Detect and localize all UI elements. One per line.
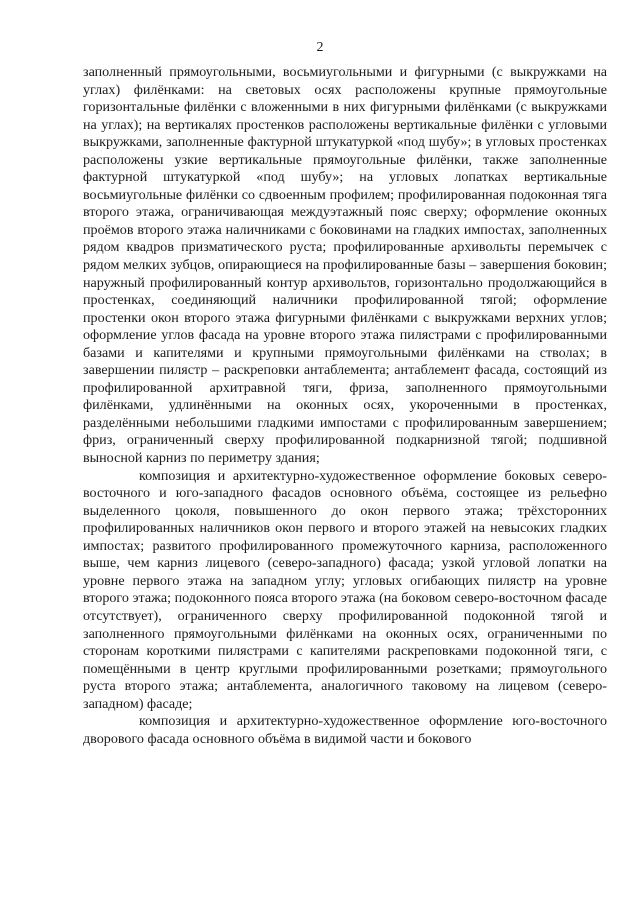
body-text <box>83 64 607 748</box>
paragraph: композиция и архитектурно-художественное оформление юго-восточного дворового фасада основного объёма в видимой части и бокового <box>83 713 607 747</box>
page-number: 2 <box>316 40 324 55</box>
paragraph: композиция и архитектурно-художественное оформление боковых северо-восточного и юго-западного фасадов основного объёма, состоящее из рельефно выделенного цоколя, повышенного до окон первого этажа; трёхсторонних профилированных наличников окон первого и второго этажей на невысоких гладких импостах; развитого профилированного промежуточного карниза, расположенного выше, чем карниз лицевого (северо-западного) фасада; узкой угловой лопатки на уровне первого этажа на западном углу; угловых огибающих пилястр на уровне второго этажа; подоконного пояса второго этажа (на боковом северо-восточном фасаде отсутствует), ограниченного сверху профилированной подоконной тягой и заполненного прямоугольными филёнками на оконных осях, ограниченными по сторонам короткими пилястрами с капителями раскреповками подоконной тяги, с помещёнными в центр круглыми профилированными розетками; прямоугольного руста второго этажа; антаблемента, аналогичного таковому на лицевом (северо-западном) фасаде; <box>83 467 607 712</box>
paragraph: заполненный прямоугольными, восьмиугольными и фигурными (с выкружками на углах) филёнками: на световых осях расположены крупные прямоугольные горизонтальные филёнки с вложенными в них фигурными филёнками (с выкружками на углах); на вертикалях простенков расположены вертикальные филёнки с угловыми выкружками, заполненные фактурной штукатуркой «под шубу»; в угловых простенках расположены узкие вертикальные прямоугольные филёнки, также заполненные фактурной штукатуркой «под шубу»; на угловых лопатках вертикальные восьмиугольные филёнки со сдвоенным профилем; профилированная подоконная тяга второго этажа, ограничивающая междуэтажный пояс сверху; оформление оконных проёмов второго этажа наличниками с боковинами на гладких импостах, заполненных рядом квадров призматического руста; профилированные архивольты перемычек с рядом мелких зубцов, опирающиеся на профилированные базы – завершения боковин; наружный профилированный контур архивольтов, горизонтально продолжающийся в простенках, соединяющий наличники профилированной тягой; оформление простенки окон второго этажа фигурными филёнками с выкружками верхних углов; оформление углов фасада на уровне второго этажа пилястрами с профилированными базами и капителями и крупными прямоугольными филёнками на стволах; в завершении пилястр – раскреповки антаблемента; антаблемент фасада, состоящий из профилированной архитравной тяги, фриза, заполненного прямоугольными филёнками, удлинёнными на оконных осях, укороченными в простенках, разделёнными небольшими гладкими импостами с профилированным завершением; фриз, ограниченный сверху профилированной подкарнизной тягой; подшивной выносной карниз по периметру здания; <box>83 64 607 467</box>
